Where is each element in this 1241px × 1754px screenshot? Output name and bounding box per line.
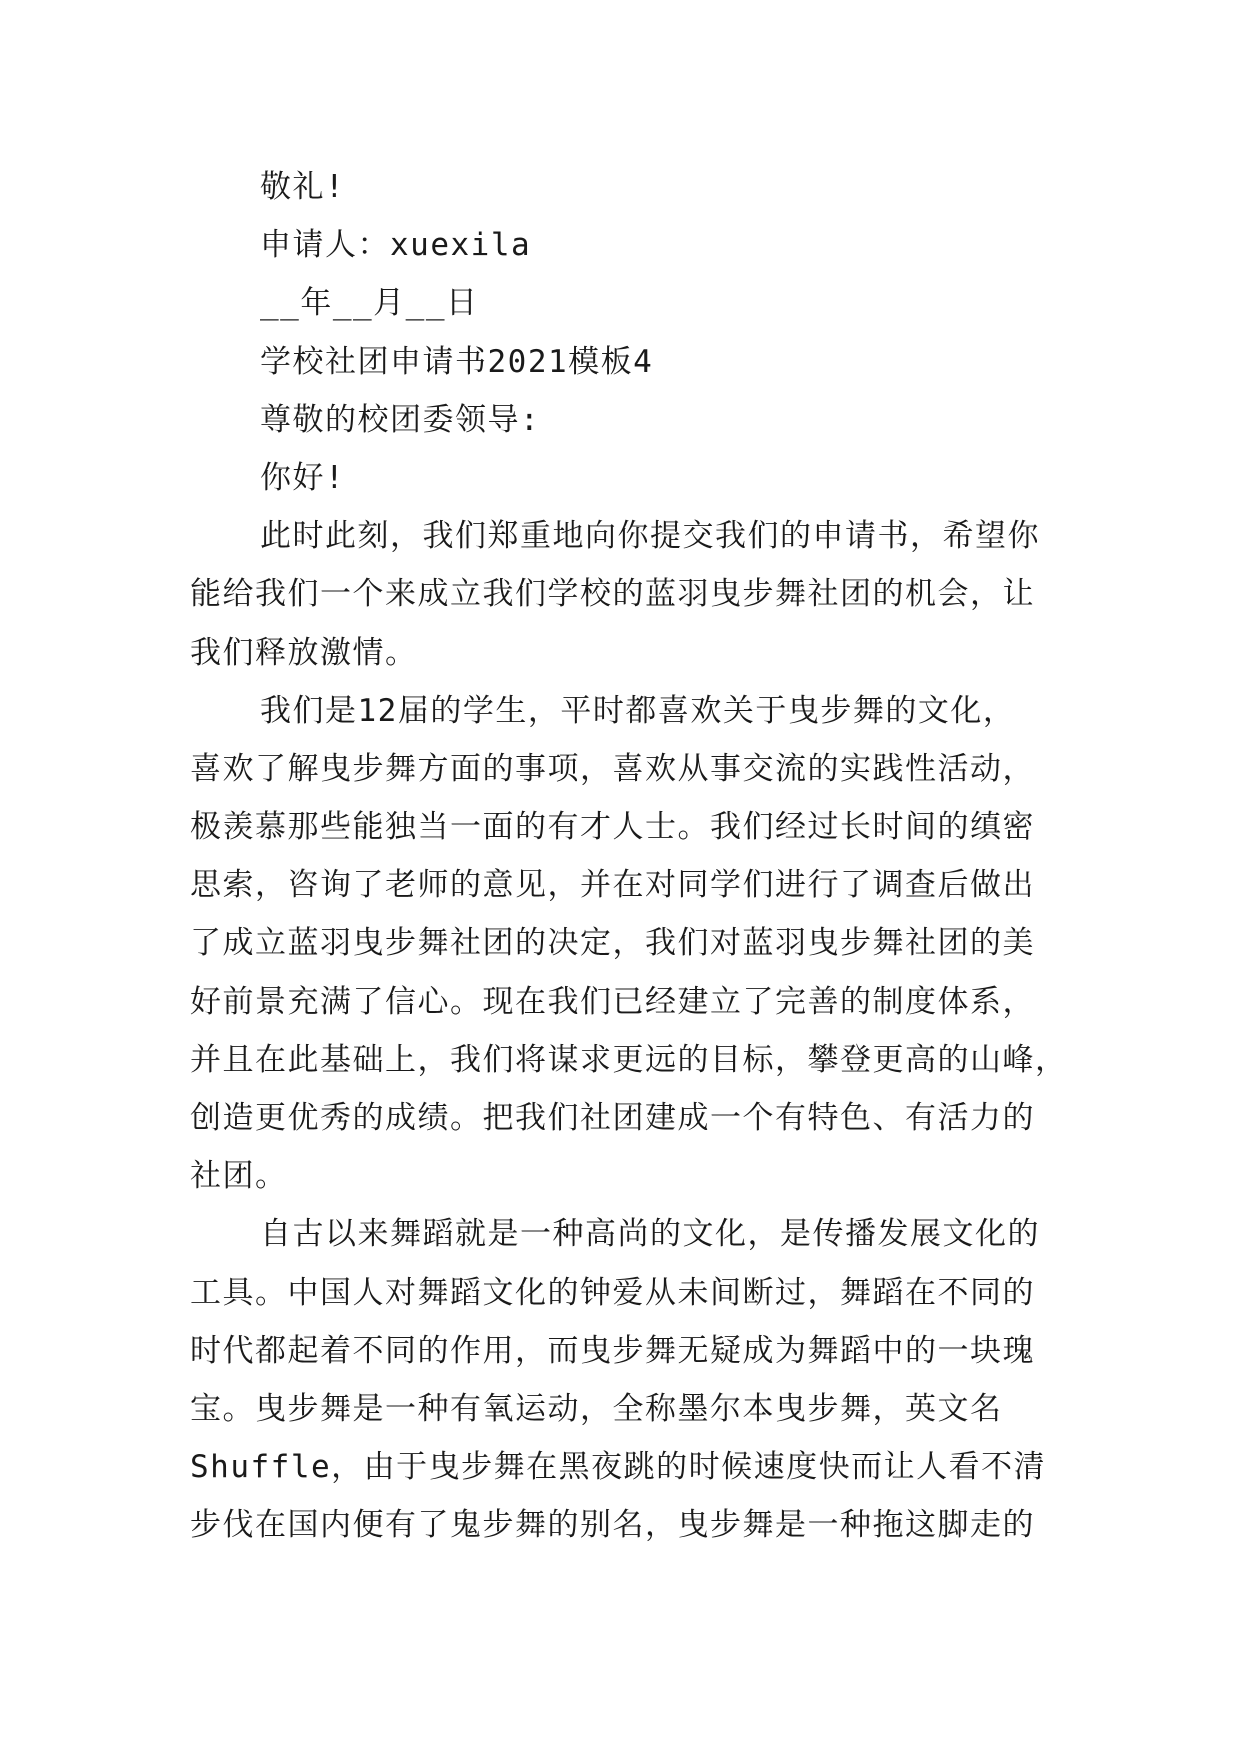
paragraph-3 xyxy=(190,1205,1060,1554)
paragraph-line: 宝。曳步舞是一种有氧运动，全称墨尔本曳步舞，英文名 xyxy=(190,1390,1003,1427)
greeting-line: 你好! xyxy=(260,459,346,496)
paragraph-line: 了成立蓝羽曳步舞社团的决定，我们对蓝羽曳步舞社团的美 xyxy=(190,925,1035,962)
date-line: __年__月__日 xyxy=(260,285,479,322)
paragraph-2 xyxy=(190,682,1068,1206)
paragraph-line: 工具。中国人对舞蹈文化的钟爱从未间断过，舞蹈在不同的 xyxy=(190,1274,1035,1311)
paragraph-line: 思索，咨询了老师的意见，并在对同学们进行了调查后做出 xyxy=(190,867,1035,904)
paragraph-line: 并且在此基础上，我们将谋求更远的目标，攀登更高的山峰， xyxy=(190,1041,1068,1078)
applicant-line: 申请人：xuexila xyxy=(260,227,532,264)
paragraph-line: 时代都起着不同的作用，而曳步舞无疑成为舞蹈中的一块瑰 xyxy=(190,1332,1035,1369)
paragraph-line: 好前景充满了信心。现在我们已经建立了完善的制度体系， xyxy=(190,983,1035,1020)
section-title: 学校社团申请书2021模板4 xyxy=(260,343,654,380)
closing-line: 敬礼! xyxy=(260,169,346,205)
paragraph-1 xyxy=(190,507,1060,682)
paragraph-line: 社团。 xyxy=(190,1158,288,1195)
paragraph-line: 此时此刻，我们郑重地向你提交我们的申请书，希望你 xyxy=(260,518,1040,555)
paragraph-line: 能给我们一个来成立我们学校的蓝羽曳步舞社团的机会，让 xyxy=(190,576,1035,613)
paragraph-line: 我们是12届的学生，平时都喜欢关于曳步舞的文化， xyxy=(260,692,1016,729)
paragraph-line: 步伐在国内便有了鬼步舞的别名，曳步舞是一种拖这脚走的 xyxy=(190,1507,1035,1544)
paragraph-line: 创造更优秀的成绩。把我们社团建成一个有特色、有活力的 xyxy=(190,1100,1035,1136)
paragraph-line: 极羡慕那些能独当一面的有才人士。我们经过长时间的缜密 xyxy=(190,809,1035,846)
paragraph-line: 喜欢了解曳步舞方面的事项，喜欢从事交流的实践性活动， xyxy=(190,750,1035,787)
document-body xyxy=(190,158,1068,1555)
paragraph-line: Shuffle，由于曳步舞在黑夜跳的时候速度快而让人看不清 xyxy=(190,1449,1047,1486)
paragraph-line: 我们释放激情。 xyxy=(190,634,418,671)
paragraph-line: 自古以来舞蹈就是一种高尚的文化，是传播发展文化的 xyxy=(260,1216,1040,1253)
salutation-line: 尊敬的校团委领导: xyxy=(260,401,541,438)
